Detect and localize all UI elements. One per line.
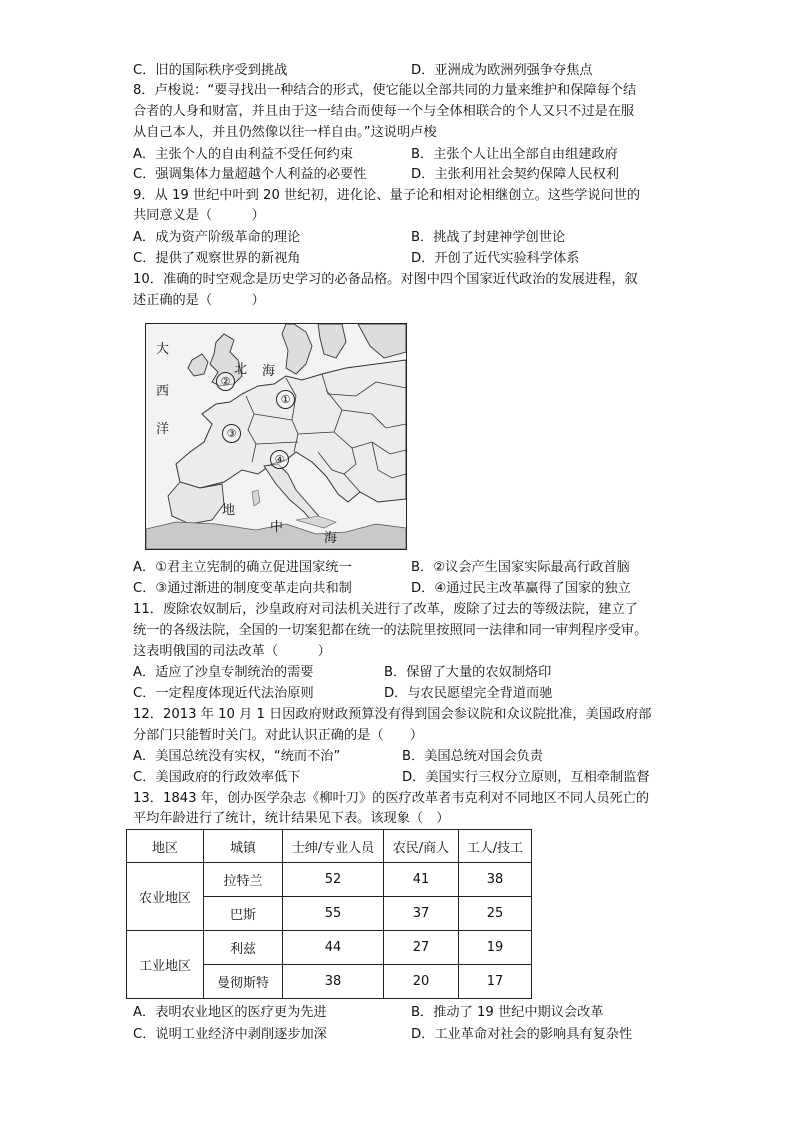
q10-option-d: D．④通过民主改革赢得了国家的独立 <box>411 581 631 596</box>
q12-option-d: D．美国实行三权分立原则，互相牵制监督 <box>402 770 650 785</box>
table-value-cell: 27 <box>384 931 459 965</box>
table-header: 地区 <box>127 830 204 863</box>
map-label-da: 大 <box>156 342 170 357</box>
q10-stem-2: 述正确的是（ ） <box>133 293 265 308</box>
table-value-cell: 38 <box>459 863 532 897</box>
table-region-cell: 农业地区 <box>127 863 204 931</box>
q12-option-c: C．美国政府的行政效率低下 <box>133 770 301 785</box>
table-row <box>127 931 532 965</box>
table-header: 士绅/专业人员 <box>283 830 384 863</box>
table-region-cell: 工业地区 <box>127 931 204 999</box>
q10-option-b: B．②议会产生国家实际最高行政首脑 <box>411 560 630 575</box>
table-value-cell: 55 <box>283 897 384 931</box>
table-header-row <box>127 830 532 863</box>
q8-option-d: D．主张利用社会契约保障人民权利 <box>411 167 619 182</box>
q13-stem-2: 平均年龄进行了统计，统计结果见下表。该现象（ ） <box>133 811 450 826</box>
table-header: 工人/技工 <box>459 830 532 863</box>
table-header: 城镇 <box>204 830 283 863</box>
map-label-bei: 北 <box>234 362 248 377</box>
q11-stem-2: 统一的各级法院，全国的一切案犯都在统一的法院里按照同一法律和同一审判程序受审。 <box>133 623 648 638</box>
map-label-di: 地 <box>222 503 236 518</box>
table-value-cell: 20 <box>384 965 459 999</box>
map-label-xi: 西 <box>156 384 170 399</box>
map-marker-1: ① <box>276 390 295 409</box>
q13-option-d: D．工业革命对社会的影响具有复杂性 <box>411 1027 633 1042</box>
q11-option-c: C．一定程度体现近代法治原则 <box>133 686 314 701</box>
q11-option-d: D．与农民愿望完全背道而驰 <box>384 686 553 701</box>
table-value-cell: 38 <box>283 965 384 999</box>
europe-map <box>145 323 407 550</box>
q13-stem-1: 13．1843 年，创办医学杂志《柳叶刀》的医疗改革者韦克利对不同地区不同人员死亡的 <box>133 791 650 806</box>
q8-option-b: B．主张个人让出全部自由组建政府 <box>411 147 618 162</box>
map-label-zhong: 中 <box>270 520 284 535</box>
q11-stem-3: 这表明俄国的司法改革（ ） <box>133 644 331 659</box>
q12-stem-2: 分部门只能暂时关门。对此认识正确的是（ ） <box>133 728 424 743</box>
map-marker-4: ④ <box>270 450 289 469</box>
q8-option-a: A．主张个人的自由利益不受任何约束 <box>133 147 354 162</box>
q12-option-a: A．美国总统没有实权，“统而不治” <box>133 749 341 764</box>
table-header: 农民/商人 <box>384 830 459 863</box>
q10-option-a: A．①君主立宪制的确立促进国家统一 <box>133 560 352 575</box>
table-value-cell: 37 <box>384 897 459 931</box>
map-label-yang: 洋 <box>156 422 170 437</box>
table-value-cell: 52 <box>283 863 384 897</box>
q11-option-a: A．适应了沙皇专制统治的需要 <box>133 665 314 680</box>
map-marker-2: ② <box>216 372 235 391</box>
table-value-cell: 19 <box>459 931 532 965</box>
q12-stem-1: 12．2013 年 10 月 1 日因政府财政预算没有得到国会参议院和众议院批准，美国政府部 <box>133 707 652 722</box>
q9-stem-1: 9．从 19 世纪中叶到 20 世纪初，进化论、量子论和相对论相继创立。这些学说问世的 <box>133 188 641 203</box>
q10-option-c: C．③通过渐进的制度变革走向共和制 <box>133 581 352 596</box>
table-town-cell: 利兹 <box>204 931 283 965</box>
q8-stem-3: 从自己本人，并且仍然像以往一样自由。”这说明卢梭 <box>133 125 437 140</box>
q9-option-c: C．提供了观察世界的新视角 <box>133 251 301 266</box>
q7-option-d: D．亚洲成为欧洲列强争夺焦点 <box>411 63 593 78</box>
map-label-hai: 海 <box>262 364 276 379</box>
table-town-cell: 曼彻斯特 <box>204 965 283 999</box>
table-value-cell: 41 <box>384 863 459 897</box>
q10-stem-1: 10．准确的时空观念是历史学习的必备品格。对图中四个国家近代政治的发展进程，叙 <box>133 272 638 287</box>
q9-stem-2: 共同意义是（ ） <box>133 208 265 223</box>
q9-option-a: A．成为资产阶级革命的理论 <box>133 230 301 245</box>
q9-option-b: B．挑战了封建神学创世论 <box>411 230 566 245</box>
q8-stem-2: 合者的人身和财富，并且由于这一结合而使每一个与全体相联合的个人又只不过是在服 <box>133 104 635 119</box>
map-label-hai2: 海 <box>324 531 338 546</box>
table-value-cell: 44 <box>283 931 384 965</box>
table-town-cell: 巴斯 <box>204 897 283 931</box>
q9-option-d: D．开创了近代实验科学体系 <box>411 251 580 266</box>
table-value-cell: 25 <box>459 897 532 931</box>
q13-option-a: A．表明农业地区的医疗更为先进 <box>133 1005 327 1020</box>
q8-stem-1: 8．卢梭说：“要寻找出一种结合的形式，使它能以全部共同的力量来维护和保障每个结 <box>133 83 637 98</box>
q12-option-b: B．美国总统对国会负责 <box>402 749 543 764</box>
table-row <box>127 863 532 897</box>
q11-option-b: B．保留了大量的农奴制烙印 <box>384 665 552 680</box>
table-value-cell: 17 <box>459 965 532 999</box>
map-marker-3: ③ <box>222 424 241 443</box>
q8-option-c: C．强调集体力量超越个人利益的必要性 <box>133 167 367 182</box>
mortality-table <box>126 829 532 999</box>
q13-option-c: C．说明工业经济中剥削逐步加深 <box>133 1027 327 1042</box>
q11-stem-1: 11．废除农奴制后，沙皇政府对司法机关进行了改革，废除了过去的等级法院，建立了 <box>133 602 638 617</box>
q7-option-c: C．旧的国际秩序受到挑战 <box>133 63 288 78</box>
q13-option-b: B．推动了 19 世纪中期议会改革 <box>411 1005 604 1020</box>
table-town-cell: 拉特兰 <box>204 863 283 897</box>
